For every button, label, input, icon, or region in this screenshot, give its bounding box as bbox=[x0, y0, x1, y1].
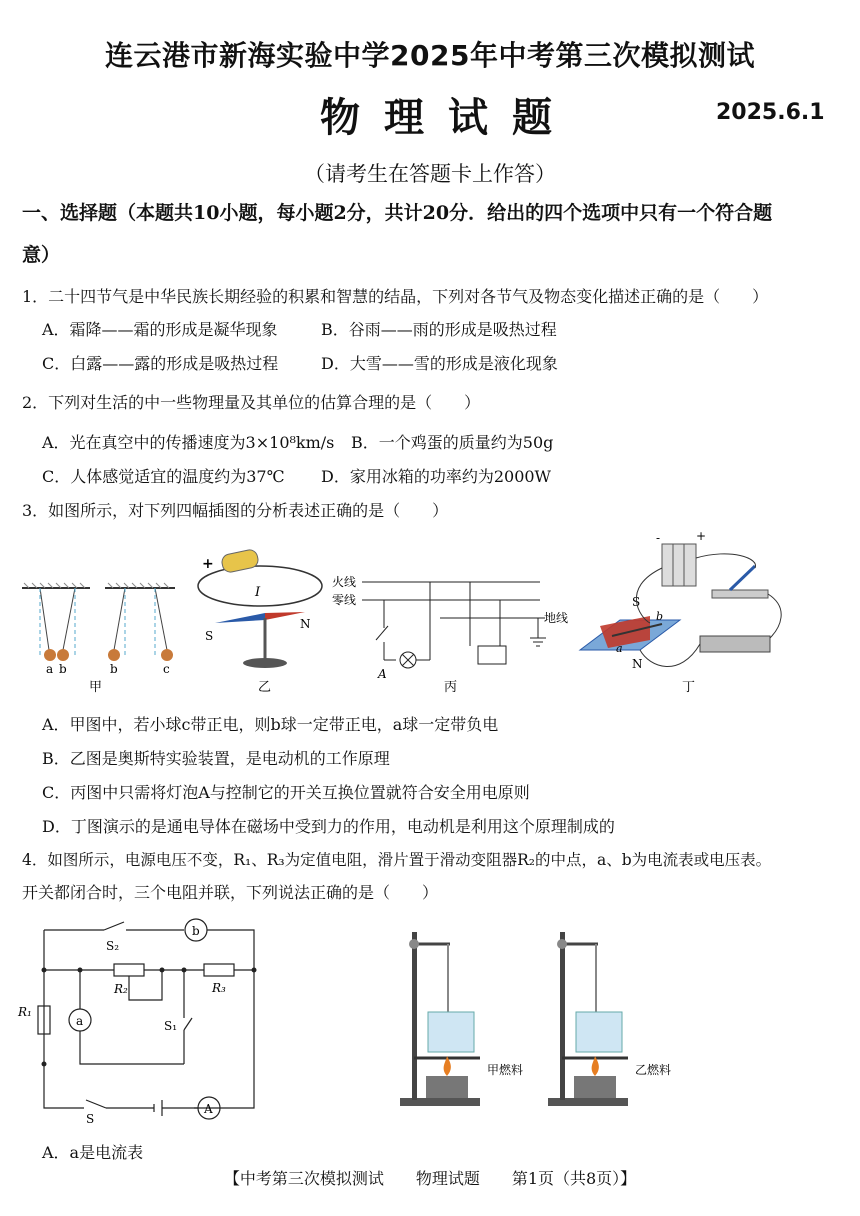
answer-note: （请考生在答题卡上作答） bbox=[304, 162, 556, 186]
figure-yi bbox=[198, 548, 322, 695]
label-rod-a: a bbox=[616, 642, 623, 655]
q1-option-c: C．白露——露的形成是吸热过程 bbox=[42, 354, 279, 373]
label-rod-b: b bbox=[656, 610, 664, 623]
figure-bing bbox=[332, 574, 568, 695]
resistor-r3 bbox=[204, 964, 234, 976]
beaker-yi bbox=[576, 1012, 622, 1052]
figure-ding bbox=[580, 529, 781, 695]
q1-option-d: D．大雪——雪的形成是液化现象 bbox=[321, 354, 558, 373]
q4-stem: 4．如图所示，电源电压不变，R₁、R₃为定值电阻，滑片置于滑动变阻器R₂的中点，a、b为电流表或电压表。 bbox=[22, 851, 772, 869]
label-neutral: 零线 bbox=[332, 593, 357, 607]
beaker-jia bbox=[428, 1012, 474, 1052]
q3-option-a: A．甲图中，若小球c带正电，则b球一定带正电，a球一定带负电 bbox=[42, 715, 499, 734]
label-b2: b bbox=[110, 662, 118, 676]
label-r1: R₁ bbox=[18, 1005, 32, 1019]
label-ammeter: A bbox=[204, 1102, 213, 1116]
label-magnet-s: S bbox=[632, 595, 641, 609]
q1-option-a: A．霜降——霜的形成是凝华现象 bbox=[42, 320, 278, 339]
q2-option-c: C．人体感觉适宜的温度约为37℃ bbox=[42, 467, 285, 486]
label-batt-minus: - bbox=[656, 531, 661, 545]
q2-stem: 2．下列对生活的中一些物理量及其单位的估算合理的是（ ） bbox=[22, 393, 481, 412]
needle-south bbox=[215, 613, 265, 623]
label-live: 火线 bbox=[332, 575, 357, 589]
page-footer: 【中考第三次模拟测试 物理试题 第1页（共8页）】 bbox=[223, 1169, 637, 1188]
label-fuel-jia: 甲燃料 bbox=[487, 1063, 524, 1077]
q4-option-a: A．a是电流表 bbox=[42, 1143, 144, 1162]
exam-date: 2025.6.1 bbox=[716, 100, 825, 125]
setup-jia bbox=[400, 932, 523, 1106]
burner-jia bbox=[426, 1076, 468, 1098]
q2-option-a: A．光在真空中的传播速度为3×10⁸km/s bbox=[42, 433, 335, 452]
label-meter-b: b bbox=[192, 924, 200, 938]
figure-label-ding: 丁 bbox=[682, 680, 696, 695]
label-plus: + bbox=[202, 556, 214, 572]
ball-c bbox=[161, 649, 173, 661]
socket bbox=[478, 646, 506, 664]
q3-figures bbox=[0, 528, 860, 698]
rheostat bbox=[700, 636, 770, 652]
label-c: c bbox=[163, 662, 170, 676]
q1-option-b: B．谷雨——雨的形成是吸热过程 bbox=[321, 320, 557, 339]
q3-option-c: C．丙图中只需将灯泡A与控制它的开关互换位置就符合安全用电原则 bbox=[42, 783, 530, 802]
figure-label-jia: 甲 bbox=[89, 680, 103, 695]
resistor-r2 bbox=[114, 964, 144, 976]
label-meter-a: a bbox=[76, 1014, 84, 1028]
q4-stem-cont: 开关都闭合时，三个电阻并联，下列说法正确的是（ ） bbox=[22, 883, 439, 902]
battery bbox=[221, 548, 260, 573]
label-fuel-yi: 乙燃料 bbox=[635, 1063, 672, 1077]
label-south: S bbox=[205, 629, 214, 643]
switch-knife bbox=[712, 590, 768, 598]
ball-a bbox=[44, 649, 56, 661]
q3-option-b: B．乙图是奥斯特实验装置，是电动机的工作原理 bbox=[42, 749, 390, 768]
ball-b bbox=[57, 649, 69, 661]
label-b: b bbox=[59, 662, 67, 676]
section-heading-cont: 意） bbox=[22, 244, 61, 266]
label-s1: S₁ bbox=[164, 1019, 178, 1033]
q3-stem: 3．如图所示，对下列四幅插图的分析表述正确的是（ ） bbox=[22, 501, 449, 520]
q2-option-b: B．一个鸡蛋的质量约为50g bbox=[351, 433, 554, 452]
figure-label-yi: 乙 bbox=[258, 680, 272, 695]
label-lamp-a: A bbox=[378, 667, 387, 681]
figure-jia bbox=[22, 583, 175, 695]
label-ground: 地线 bbox=[544, 611, 569, 625]
figure-label-bing: 丙 bbox=[444, 680, 458, 695]
q3-option-d: D．丁图演示的是通电导体在磁场中受到力的作用，电动机是利用这个原理制成的 bbox=[42, 817, 615, 836]
q4-circuit bbox=[14, 918, 274, 1126]
label-current: I bbox=[255, 585, 261, 600]
subject-title: 物理试题 bbox=[320, 94, 576, 141]
label-north: N bbox=[300, 617, 311, 631]
fuel-experiment bbox=[390, 922, 710, 1118]
exam-title: 连云港市新海实验中学2025年中考第三次模拟测试 bbox=[105, 39, 755, 72]
label-s2: S₂ bbox=[106, 939, 120, 953]
label-batt-plus: + bbox=[696, 529, 707, 543]
setup-yi bbox=[548, 932, 671, 1106]
burner-yi bbox=[574, 1076, 616, 1098]
q2-option-d: D．家用冰箱的功率约为2000W bbox=[321, 467, 551, 486]
label-magnet-n: N bbox=[632, 657, 643, 671]
label-s: S bbox=[86, 1112, 95, 1126]
ball-b2 bbox=[108, 649, 120, 661]
q1-stem: 1．二十四节气是中华民族长期经验的积累和智慧的结晶，下列对各节气及物态变化描述正确的是（ ） bbox=[22, 287, 769, 306]
battery-pack bbox=[662, 544, 696, 586]
section-heading: 一、选择题（本题共10小题，每小题2分，共计20分．给出的四个选项中只有一个符合题 bbox=[22, 202, 773, 224]
needle-north bbox=[265, 612, 305, 620]
label-r2: R₂ bbox=[114, 982, 128, 996]
label-r3: R₃ bbox=[212, 981, 226, 995]
label-a: a bbox=[46, 662, 54, 676]
